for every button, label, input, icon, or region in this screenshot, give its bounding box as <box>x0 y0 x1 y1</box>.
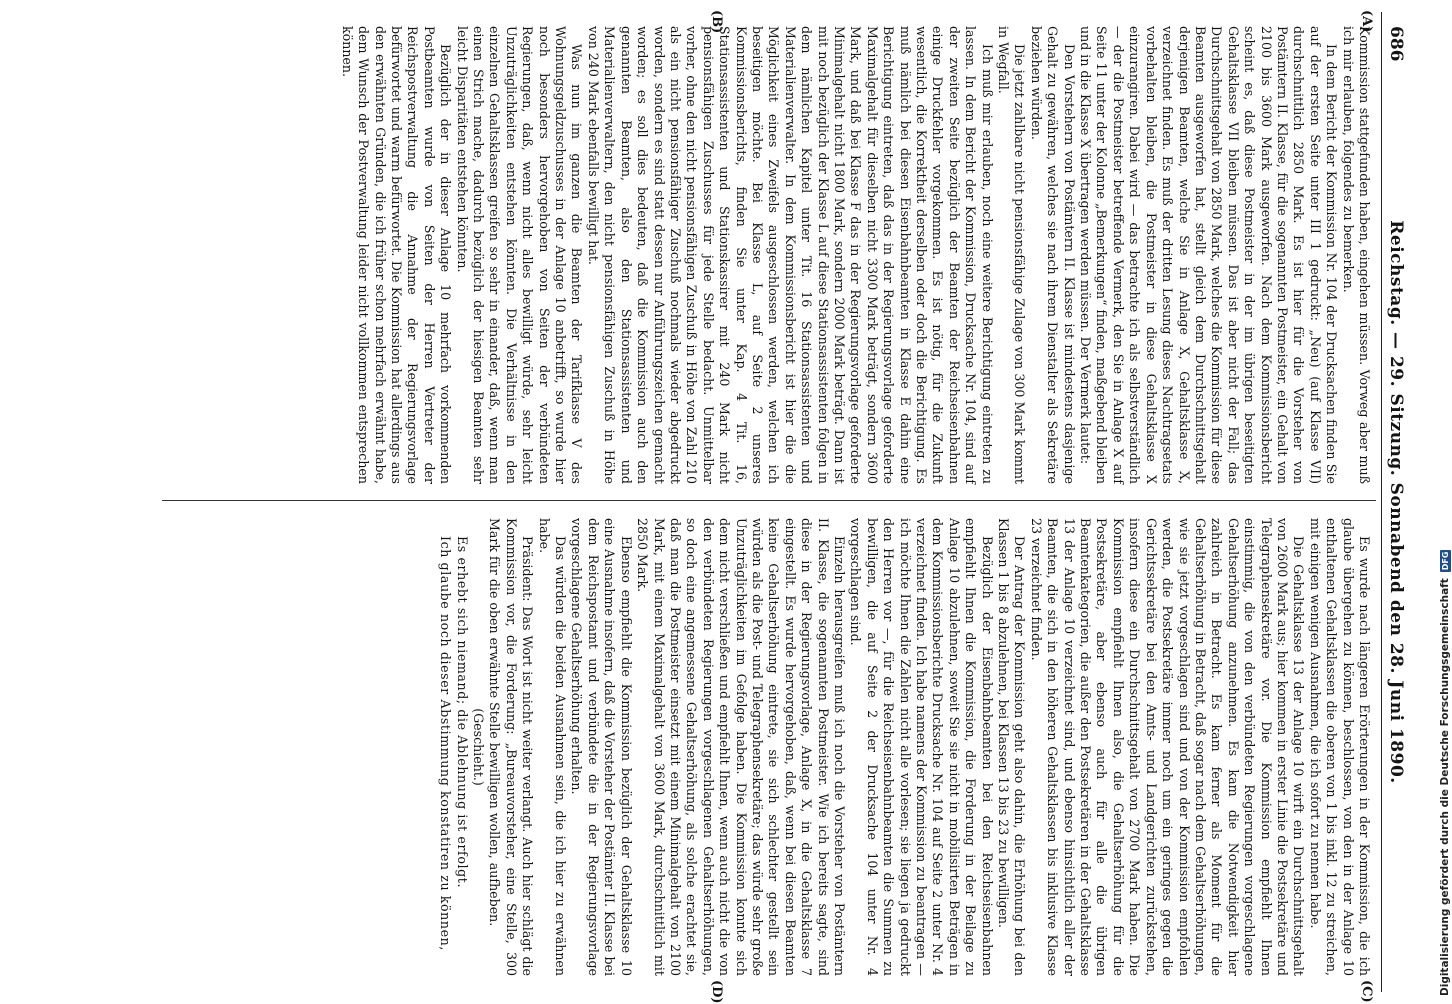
page-header <box>1381 12 1408 992</box>
stage-direction: (Geschieht.) <box>471 708 487 786</box>
page-number: 686 <box>1386 26 1406 62</box>
scanned-page <box>12 10 1412 1004</box>
paragraph: Es erhebt sich niemand; die Ablehnung ist erfolgt. <box>454 536 470 889</box>
paragraph: Das würden die beiden Ausnahmen sein, die ich hier zu erwähnen habe. <box>536 518 569 976</box>
paragraph: Bezüglich der Eisenbahnbeamten bei den Reichseisenbahnen empfiehlt Ihnen die Kommission, die Forderung in der Beilage zu Anlage 10 abzulehnen, soweit Sie sie nicht in mobilisirten Beträgen in dem Kommissionsberichte Drucksache Nr. 104 auf Seite 2 unter Nr. 4 verzeichnet finden. Ich habe namens der Kommission zu beantragen — ich möchte Ihnen die Zahlen nicht alle vorlesen; sie liegen ja gedruckt den Herren vor —, für die Reichseisenbahnbeamten die Summen zu bewilligen, die auf Seite 2 der Drucksache 104 unter Nr. 4 vorgeschlagen sind. <box>848 518 995 976</box>
paragraph: Kommission stattgefunden haben, eingehen müssen. Vorweg aber muß ich mir erlauben, folgendes zu bemerken. <box>1340 26 1372 484</box>
quoted-note: Die jetzt zahlbare nicht pensionsfähige Zulage von 300 Mark kommt in Wegfall. <box>996 26 1028 484</box>
digitization-credit: Digitalisierung gefördert durch die Deutsche Forschungsgemeinschaft <box>1439 578 1451 996</box>
president-remark: Präsident: Das Wort ist nicht weiter verlangt. Auch hier schlägt die Kommission vor, die Forderung: „Bureauvorsteher, eine Stelle, 300 Mark für die oben erwähnte Stelle bewilligen wollen, aufheben. <box>487 518 536 976</box>
paragraph: Was nun im ganzen die Beamten der Tarifklasse V des Wohnungsgeldzuschusses in der Anlage 10 anbetrifft, so wurde hier noch besonders hervorgehoben von Seiten der verbündeten Regierungen, daß, wenn nicht alles bewilligt würde, sehr leicht Unzuträglichkeiten entstehen könnten. Die Verhältnisse in den einzelnen Gehaltsklassen greifen so sehr in einander, daß, wenn man einen Strich mache, dadurch bezüglich der hiesigen Beamten sehr leicht Disparitäten entstehen könnten. <box>454 26 585 484</box>
paragraph: Ich muß mir erlauben, noch eine weitere Berichtigung eintreten zu lassen. In dem Bericht der Kommission, Drucksache Nr. 104, sind auf der zweiten Seite bezüglich der Beamten der Reichseisenbahnen einige Druckfehler vorgekommen. Es ist nötig, für die Zukunft wesentlich, die Korrektheit derselben oder doch die Berichtigung. Es muß nämlich bei diesen Eisenbahnbeamten in Klasse E dahin eine Berichtigung eintreten, daß das in der Regierungsvorlage geforderte Maximalgehalt für dieselben nicht 3300 Mark beträgt, sondern 3600 Mark, und daß bei Klasse F das in der Regierungsvorlage geforderte Minimalgehalt nicht 1800 Mark, sondern 2000 Mark beträgt. Dann ist mit noch bezüglich der Klasse L auf diese Stationsassistenten folgen in dem nämlichen Kapitel unter Tit. 16 Stationsassistenten und Materialienverwalter. In dem Kommissionsbericht ist hier die die Möglichkeit eines Zweifels ausgeschlossen werden, welchen ich beseitigen möchte. Bei Klasse L, auf Seite 2 unseres Kommissionsberichts, finden Sie unter Kap. 4 Tit. 16, Stationsassistenten und Stationskassirer mit 240 Mark nicht pensionsfähigen Zuschusses für jede Stelle bedacht. Unmittelbar vorher, ohne den nicht pensionsfähigen Zuschuß in Höhe von Zahl 210 als ein nicht pensionsfähiger Zuschuß nochmals wieder abgedruckt worden, sondern es sind statt dessen nur Anführungszeichen gemacht worden; es soll dies bedeuten, daß die Kommission auch den genannten Beamten, also den Stationsassistenten und Materialienverwaltern, den nicht pensionsfähigen Zuschuß in Höhe von 240 Mark ebenfalls bewilligt hat. <box>585 26 995 484</box>
paragraph: Bezüglich der in dieser Anlage 10 mehrfach vorkommenden Postbeamten wurde von Seiten der Herren Vertreter der Reichspostverwaltung die Annahme der Regierungsvorlage befürwortet und warm befürwortet. Die Kommission hat allerdings aus den erwähnten Gründen, die ich früher schon mehrfach erwähnt habe, dem Wunsch der Postverwaltung leider nicht vollkommen entsprechen können. <box>339 26 454 484</box>
paragraph: Es wurde nach längeren Erörterungen in der Kommission, die ich glaube übergehen zu können, beschlossen, von den in der Anlage 10 enthaltenen Gehaltsklassen die oberen von 1 bis inkl. 12 zu streichen, mit einigen wenigen Ausnahmen, die ich sofort zu nennen habe. <box>1307 518 1372 976</box>
right-column <box>437 518 1372 976</box>
paragraph: Ebenso empfiehlt die Kommission bezüglich der Gehaltsklasse 10 eine Ausnahme insofern, daß die Vorsteher der Postämter II. Klasse bei dem Reichspostamt und verbündete die in der Regierungsvorlage vorgeschlagene Gehaltserhöhung erhalten. <box>569 518 634 976</box>
margin-marker-d: (D) <box>709 980 724 1004</box>
paragraph: Ich glaube noch dieser Abstimmung konstatiren zu können, <box>438 536 454 951</box>
column-divider <box>162 500 1376 501</box>
paragraph: Die Gehaltsklasse 13 der Anlage 10 wirft ein Durchschnittsgehalt von 2600 Mark aus; hier kommen in erster Linie die Postsekretäre und Telegraphensekretäre vor. Die Kommission empfiehlt Ihnen einstimmig, die von den verbündeten Regierungen vorgeschlagene Gehaltserhöhung anzunehmen. Es kam die Notwendigkeit hier zahlreich in Betracht. Es kam ferner als Moment für die Gehaltserhöhung in Betracht, daß sogar nach dem Gehaltserhöhungen, wie sie jetzt vorgeschlagen sind und von der Kommission empfohlen werden, die Postsekretäre immer noch um ein geringes gegen die Gerichtssekretäre bei den Amts- und Landgerichten zurückstehen, insofern diese ein Durchschnittsgehalt von 2700 Mark haben. Die Kommission empfiehlt Ihnen also, die Gehaltserhöhung für die Postsekretäre, aber ebenso auch für alle die übrigen Beamtenkategorien, die außer den Postsekretären in der Gehaltsklasse 13 der Anlage 10 verzeichnet sind, und ebenso hinsichtlich aller der Beamten, die sich in den höheren Gehaltsklassen bis inklusive Klasse 23 verzeichnet finden. <box>1028 518 1307 976</box>
paragraph: Der Antrag der Kommission geht also dahin, die Erhöhung bei den Klassen 1 bis 8 abzulehnen, bei Klassen 13 bis 23 zu bewilligen. <box>996 518 1028 976</box>
margin-marker-a: (A) <box>1359 10 1374 33</box>
paragraph: In dem Bericht der Kommission Nr. 104 der Drucksachen finden Sie auf der ersten Seite unter III 1 gedruckt: „Neu) (auf Klasse VII) durchschnittlich 2850 Mark. Es ist hier für die Vorsteher von Postämtern II. Klasse, für die sogenannten Postmeister, ein Gehalt von 2100 bis 3600 Mark ausgeworfen. Nach dem Kommissionsbericht scheint es, daß diese Postmeister in der im übrigen beseitigten Gehaltsklasse VII bleiben müssen. Das ist aber nicht der Fall; das Durchschnittsgehalt von 2850 Mark, welches die Kommission für diese Beamten ausgeworfen hat, stellt gleich dem Durchschnittsgehalt derjenigen Beamten, welche Sie in Anlage X, Gehaltsklasse X, verzeichnet finden. Es muß der dritten Lesung dieses Nachtragsetats vorbehalten bleiben, die Postmeister in diese Gehaltsklasse X einzurangiren. Dabei wird — das betrachte ich als selbstverständlich — der die Postmeister betreffende Vermerk, den Sie in Anlage X auf Seite 11 unter der Kolonne „Bemerkungen“ finden, maßgebend bleiben und in die Klasse X übertragen werden müssen. Der Vermerk lautet: <box>1078 26 1340 484</box>
running-title: Reichstag. — 29. Sitzung. Sonnabend den 28. Juni 1890. <box>1386 220 1406 784</box>
quoted-note: Den Vorstehern von Postämtern II. Klasse ist mindestens dasjenige Gehalt zu gewähren, welches sie nach ihrem Dienstalter als Sekretäre beziehen würden. <box>1028 26 1077 484</box>
left-column <box>338 26 1372 484</box>
dfg-logo: DFG <box>1440 551 1450 571</box>
margin-marker-b: (B) <box>709 10 724 34</box>
margin-marker-c: (C) <box>1359 980 1374 1003</box>
digitization-footer <box>1424 4 1451 996</box>
paragraph: Einzeln herausgreifen muß ich noch die Vorsteher von Postämtern II. Klasse, die sogenannten Postmeister. Wie ich bereits sagte, sind diese in der Regierungsvorlage, Anlage X, in die Gehaltsklasse 7 eingestellt. Es wurde hervorgehoben, daß, wenn bei diesen Beamten keine Gehaltserhöhung eintrete, sie sich schlechter gestellt sein würden als die Post- und Telegraphensekretäre; das würde sehr große Unzuträglichkeiten im Gefolge haben. Die Kommission konnte sich dem nicht verschließen und empfiehlt Ihnen, wenn auch nicht die von den verbündeten Regierungen vorgeschlagenen Gehaltserhöhungen, so doch eine angemessene Gehaltserhöhung, als solche erachtet sie, daß man die Postmeister einsetzt mit einem Minimalgehalt von 2100 Mark, mit einem Maximalgehalt von 3600 Mark, durchschnittlich mit 2850 Mark. <box>635 518 847 976</box>
